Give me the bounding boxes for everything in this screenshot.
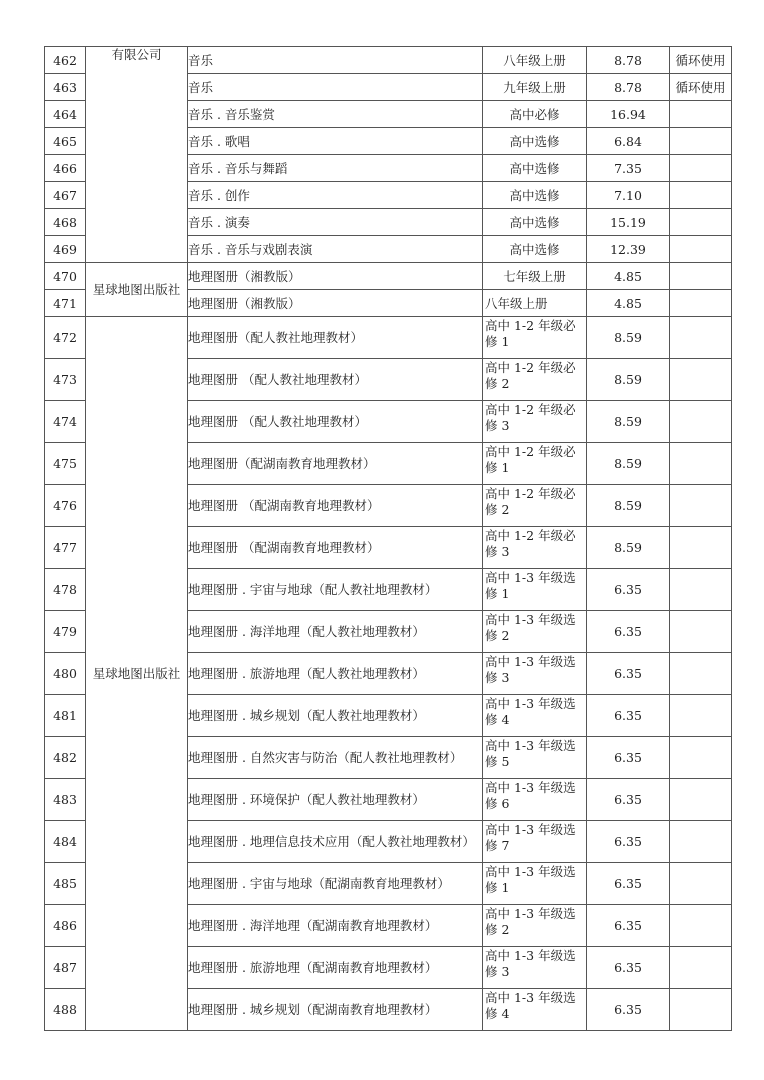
price: 12.39 <box>587 236 670 263</box>
grade-level: 高中 1-3 年级选修 4 <box>483 989 587 1031</box>
publisher-name: 星球地图出版社 <box>92 282 181 297</box>
note <box>670 569 732 611</box>
grade-level: 高中 1-2 年级必修 1 <box>483 443 587 485</box>
note: 循环使用 <box>670 74 732 101</box>
note <box>670 695 732 737</box>
note <box>670 263 732 290</box>
price: 15.19 <box>587 209 670 236</box>
note <box>670 947 732 989</box>
book-title: 地理图册 . 旅游地理（配湖南教育地理教材） <box>188 947 483 989</box>
note <box>670 611 732 653</box>
publisher-cell <box>86 47 188 263</box>
note <box>670 905 732 947</box>
row-number: 474 <box>45 401 86 443</box>
book-title: 音乐 <box>188 47 483 74</box>
row-number: 487 <box>45 947 86 989</box>
price: 6.35 <box>587 695 670 737</box>
row-number: 473 <box>45 359 86 401</box>
book-title: 音乐 . 音乐与舞蹈 <box>188 155 483 182</box>
book-title: 地理图册（湘教版） <box>188 263 483 290</box>
price: 6.35 <box>587 779 670 821</box>
book-title: 地理图册 . 环境保护（配人教社地理教材） <box>188 779 483 821</box>
note <box>670 236 732 263</box>
price: 4.85 <box>587 290 670 317</box>
grade-level: 高中必修 <box>483 101 587 128</box>
book-title: 地理图册 （配湖南教育地理教材） <box>188 527 483 569</box>
note <box>670 443 732 485</box>
row-number: 484 <box>45 821 86 863</box>
grade-level: 九年级上册 <box>483 74 587 101</box>
row-number: 483 <box>45 779 86 821</box>
publisher-cell <box>86 263 188 317</box>
note <box>670 527 732 569</box>
book-title: 音乐 . 音乐鉴赏 <box>188 101 483 128</box>
row-number: 465 <box>45 128 86 155</box>
price: 7.35 <box>587 155 670 182</box>
grade-level: 高中 1-2 年级必修 2 <box>483 359 587 401</box>
grade-level: 高中 1-3 年级选修 3 <box>483 947 587 989</box>
note <box>670 779 732 821</box>
price: 6.35 <box>587 653 670 695</box>
book-title: 地理图册 . 城乡规划（配湖南教育地理教材） <box>188 989 483 1031</box>
book-title: 地理图册 （配人教社地理教材） <box>188 359 483 401</box>
note <box>670 128 732 155</box>
price: 8.78 <box>587 74 670 101</box>
price: 6.35 <box>587 821 670 863</box>
price: 6.84 <box>587 128 670 155</box>
book-title: 音乐 . 演奏 <box>188 209 483 236</box>
grade-level: 高中 1-3 年级选修 7 <box>483 821 587 863</box>
row-number: 462 <box>45 47 86 74</box>
publisher-name: 有限公司 <box>111 47 162 62</box>
price: 6.35 <box>587 863 670 905</box>
price: 6.35 <box>587 611 670 653</box>
row-number: 469 <box>45 236 86 263</box>
textbook-price-table <box>44 46 732 1031</box>
grade-level: 高中 1-2 年级必修 3 <box>483 401 587 443</box>
note <box>670 737 732 779</box>
note <box>670 290 732 317</box>
price: 8.59 <box>587 485 670 527</box>
book-title: 地理图册 . 自然灾害与防治（配人教社地理教材） <box>188 737 483 779</box>
note <box>670 863 732 905</box>
row-number: 485 <box>45 863 86 905</box>
note <box>670 101 732 128</box>
book-title: 地理图册 . 宇宙与地球（配人教社地理教材） <box>188 569 483 611</box>
grade-level: 高中 1-3 年级选修 2 <box>483 905 587 947</box>
table-row <box>45 317 732 359</box>
grade-level: 高中 1-3 年级选修 1 <box>483 863 587 905</box>
grade-level: 高中 1-3 年级选修 2 <box>483 611 587 653</box>
grade-level: 高中 1-3 年级选修 1 <box>483 569 587 611</box>
row-number: 468 <box>45 209 86 236</box>
note <box>670 989 732 1031</box>
publisher-name: 星球地图出版社 <box>92 666 181 681</box>
grade-level: 七年级上册 <box>483 263 587 290</box>
row-number: 482 <box>45 737 86 779</box>
book-title: 地理图册 . 城乡规划（配人教社地理教材） <box>188 695 483 737</box>
grade-level: 高中选修 <box>483 236 587 263</box>
price: 8.59 <box>587 443 670 485</box>
book-title: 地理图册 . 旅游地理（配人教社地理教材） <box>188 653 483 695</box>
grade-level: 高中 1-3 年级选修 5 <box>483 737 587 779</box>
row-number: 479 <box>45 611 86 653</box>
book-title: 地理图册 . 海洋地理（配人教社地理教材） <box>188 611 483 653</box>
grade-level: 高中 1-2 年级必修 2 <box>483 485 587 527</box>
grade-level: 高中 1-3 年级选修 6 <box>483 779 587 821</box>
row-number: 466 <box>45 155 86 182</box>
grade-level: 八年级上册 <box>483 47 587 74</box>
grade-level: 高中 1-3 年级选修 4 <box>483 695 587 737</box>
book-title: 地理图册 . 宇宙与地球（配湖南教育地理教材） <box>188 863 483 905</box>
note <box>670 317 732 359</box>
note <box>670 653 732 695</box>
price: 6.35 <box>587 569 670 611</box>
grade-level: 高中 1-2 年级必修 3 <box>483 527 587 569</box>
row-number: 476 <box>45 485 86 527</box>
book-title: 音乐 . 创作 <box>188 182 483 209</box>
book-title: 地理图册 （配湖南教育地理教材） <box>188 485 483 527</box>
note <box>670 182 732 209</box>
price: 8.59 <box>587 359 670 401</box>
book-title: 音乐 <box>188 74 483 101</box>
row-number: 472 <box>45 317 86 359</box>
book-title: 地理图册（湘教版） <box>188 290 483 317</box>
grade-level: 高中选修 <box>483 128 587 155</box>
row-number: 488 <box>45 989 86 1031</box>
note <box>670 821 732 863</box>
table-row <box>45 263 732 290</box>
row-number: 477 <box>45 527 86 569</box>
row-number: 464 <box>45 101 86 128</box>
row-number: 481 <box>45 695 86 737</box>
publisher-cell <box>86 317 188 1031</box>
grade-level: 高中选修 <box>483 209 587 236</box>
note: 循环使用 <box>670 47 732 74</box>
price: 16.94 <box>587 101 670 128</box>
price: 6.35 <box>587 905 670 947</box>
price: 8.59 <box>587 401 670 443</box>
book-title: 音乐 . 歌唱 <box>188 128 483 155</box>
price: 6.35 <box>587 989 670 1031</box>
price: 8.59 <box>587 317 670 359</box>
book-title: 地理图册 . 海洋地理（配湖南教育地理教材） <box>188 905 483 947</box>
grade-level: 高中选修 <box>483 182 587 209</box>
row-number: 486 <box>45 905 86 947</box>
row-number: 463 <box>45 74 86 101</box>
note <box>670 359 732 401</box>
price: 6.35 <box>587 947 670 989</box>
grade-level: 高中 1-3 年级选修 3 <box>483 653 587 695</box>
table-row <box>45 47 732 74</box>
row-number: 471 <box>45 290 86 317</box>
price: 8.59 <box>587 527 670 569</box>
grade-level: 八年级上册 <box>483 290 587 317</box>
row-number: 475 <box>45 443 86 485</box>
book-title: 地理图册 （配人教社地理教材） <box>188 401 483 443</box>
price: 6.35 <box>587 737 670 779</box>
note <box>670 155 732 182</box>
book-title: 地理图册 . 地理信息技术应用（配人教社地理教材） <box>188 821 483 863</box>
row-number: 480 <box>45 653 86 695</box>
price: 7.10 <box>587 182 670 209</box>
price: 4.85 <box>587 263 670 290</box>
note <box>670 401 732 443</box>
note <box>670 485 732 527</box>
row-number: 478 <box>45 569 86 611</box>
row-number: 467 <box>45 182 86 209</box>
book-title: 音乐 . 音乐与戏剧表演 <box>188 236 483 263</box>
grade-level: 高中选修 <box>483 155 587 182</box>
note <box>670 209 732 236</box>
book-title: 地理图册（配湖南教育地理教材） <box>188 443 483 485</box>
row-number: 470 <box>45 263 86 290</box>
grade-level: 高中 1-2 年级必修 1 <box>483 317 587 359</box>
book-title: 地理图册（配人教社地理教材） <box>188 317 483 359</box>
price: 8.78 <box>587 47 670 74</box>
